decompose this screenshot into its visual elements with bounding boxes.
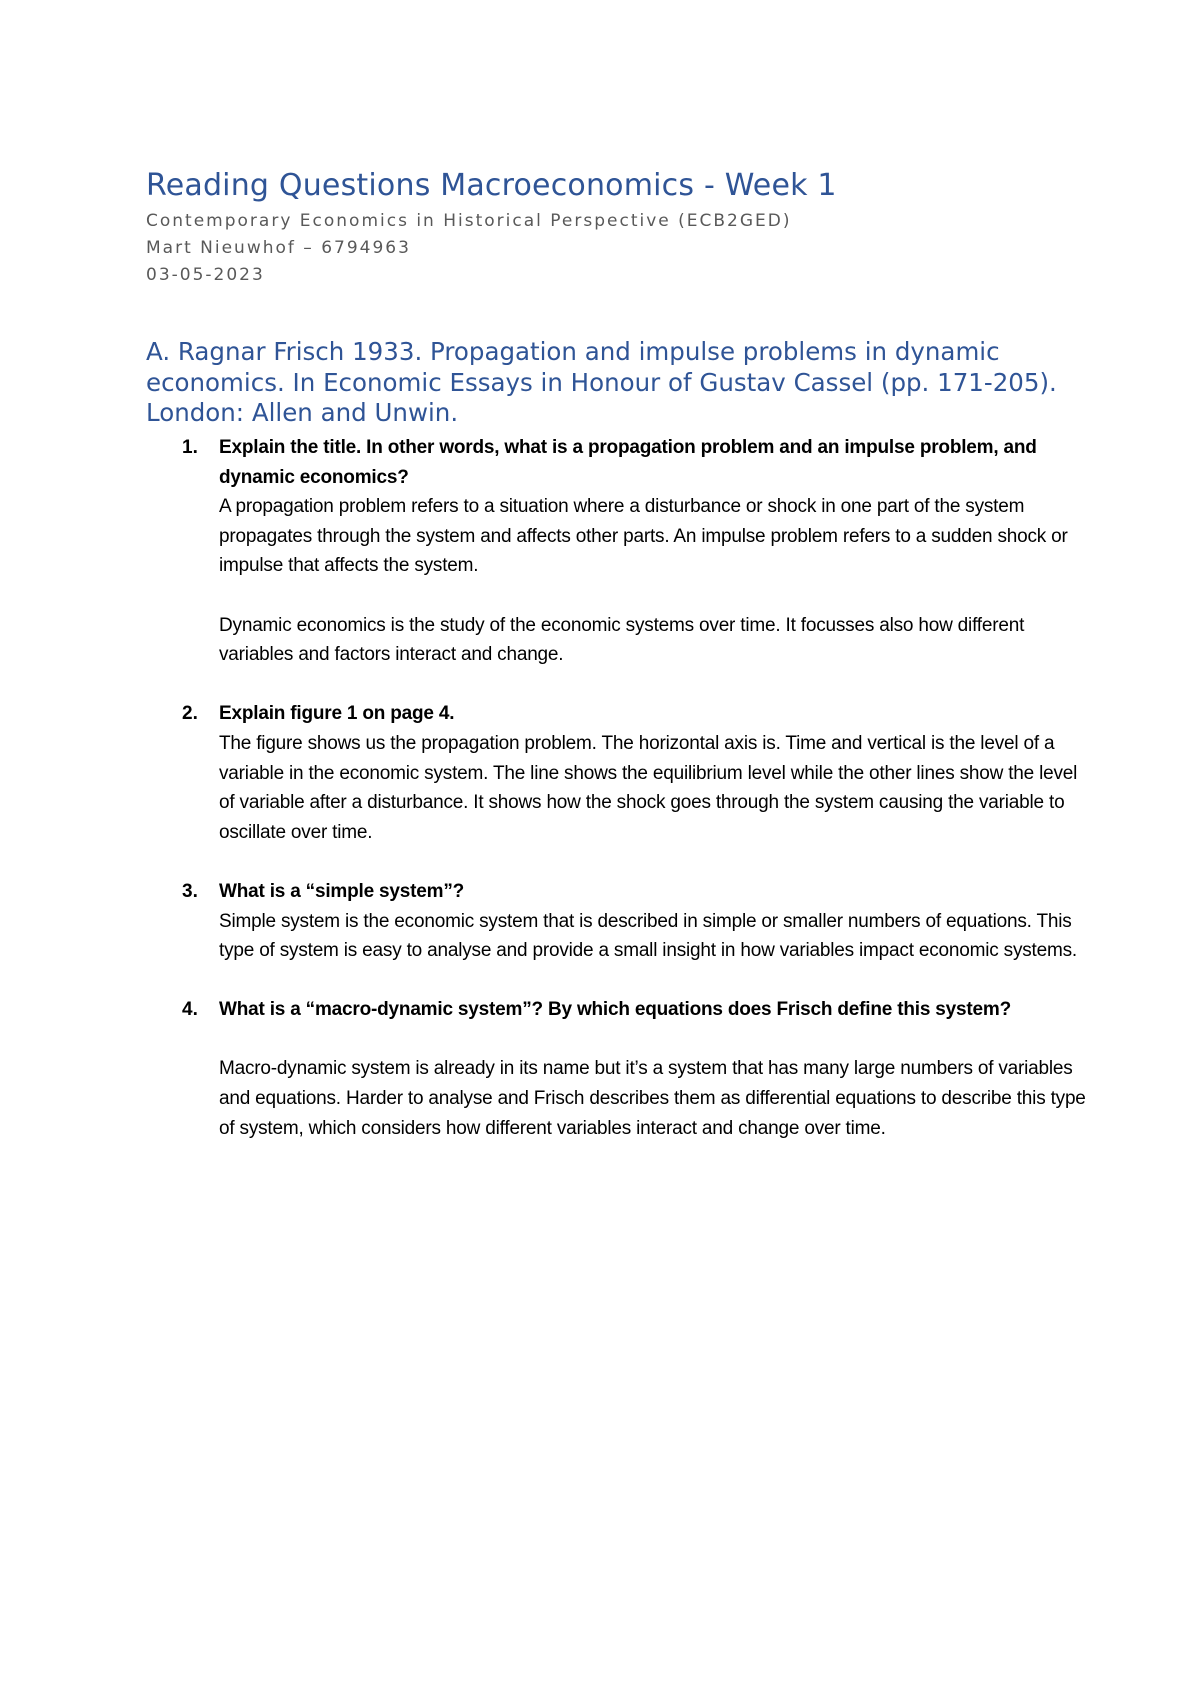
question-number: 4. <box>182 999 198 1021</box>
question-text: What is a “simple system”? <box>219 880 465 902</box>
question-item-1 <box>146 433 1086 670</box>
question-item-4 <box>146 995 1086 1143</box>
blank-line <box>219 1025 1086 1055</box>
answer-paragraph: Simple system is the economic system that is described in simple or smaller numbers of equations. This type of system is easy to analyse and provide a small insight in how variables impact economic systems. <box>219 910 1078 962</box>
question-item-3 <box>146 877 1086 966</box>
question-item-2 <box>146 699 1086 847</box>
author-line: Mart Nieuwhof – 6794963 <box>146 238 411 258</box>
question-text: Explain figure 1 on page 4. <box>219 703 455 725</box>
document-date: 03-05-2023 <box>146 265 265 285</box>
answer-paragraph: The figure shows us the propagation problem. The horizontal axis is. Time and vertical is the level of a variable in the economic system. The line shows the equilibrium level while the other lines show the level of variable after a disturbance. It shows how the shock goes through the system causing the variable to oscillate over time. <box>219 732 1078 843</box>
answer-paragraph: Dynamic economics is the study of the economic systems over time. It focusses also how different variables and factors interact and change. <box>219 614 1025 666</box>
question-number: 2. <box>182 703 198 725</box>
blank-line <box>219 581 1086 611</box>
answer-paragraph: A propagation problem refers to a situation where a disturbance or shock in one part of the system propagates through the system and affects other parts. An impulse problem refers to a sudden shock or impulse that affects the system. <box>219 496 1068 577</box>
question-number: 1. <box>182 437 198 458</box>
question-text: What is a “macro-dynamic system”? By which equations does Frisch define this system? <box>219 999 1011 1021</box>
question-number: 3. <box>182 880 198 902</box>
document-title: Reading Questions Macroeconomics - Week 1 <box>146 168 837 203</box>
answer-paragraph: Macro-dynamic system is already in its name but it’s a system that has many large numbers of variables and equations. Harder to analyse and Frisch describes them as differential equations to describe this type of system, which considers how different variables interact and change over time. <box>219 1058 1086 1139</box>
question-text: Explain the title. In other words, what is a propagation problem and an impulse problem, and dynamic economics? <box>219 437 1037 488</box>
course-name: Contemporary Economics in Historical Perspective (ECB2GED) <box>146 211 792 231</box>
section-heading: A. Ragnar Frisch 1933. Propagation and impulse problems in dynamic economics. In Economic Essays in Honour of Gustav Cassel (pp. 171-205). London: Allen and Unwin. <box>146 337 1057 427</box>
question-list <box>146 433 1086 1173</box>
